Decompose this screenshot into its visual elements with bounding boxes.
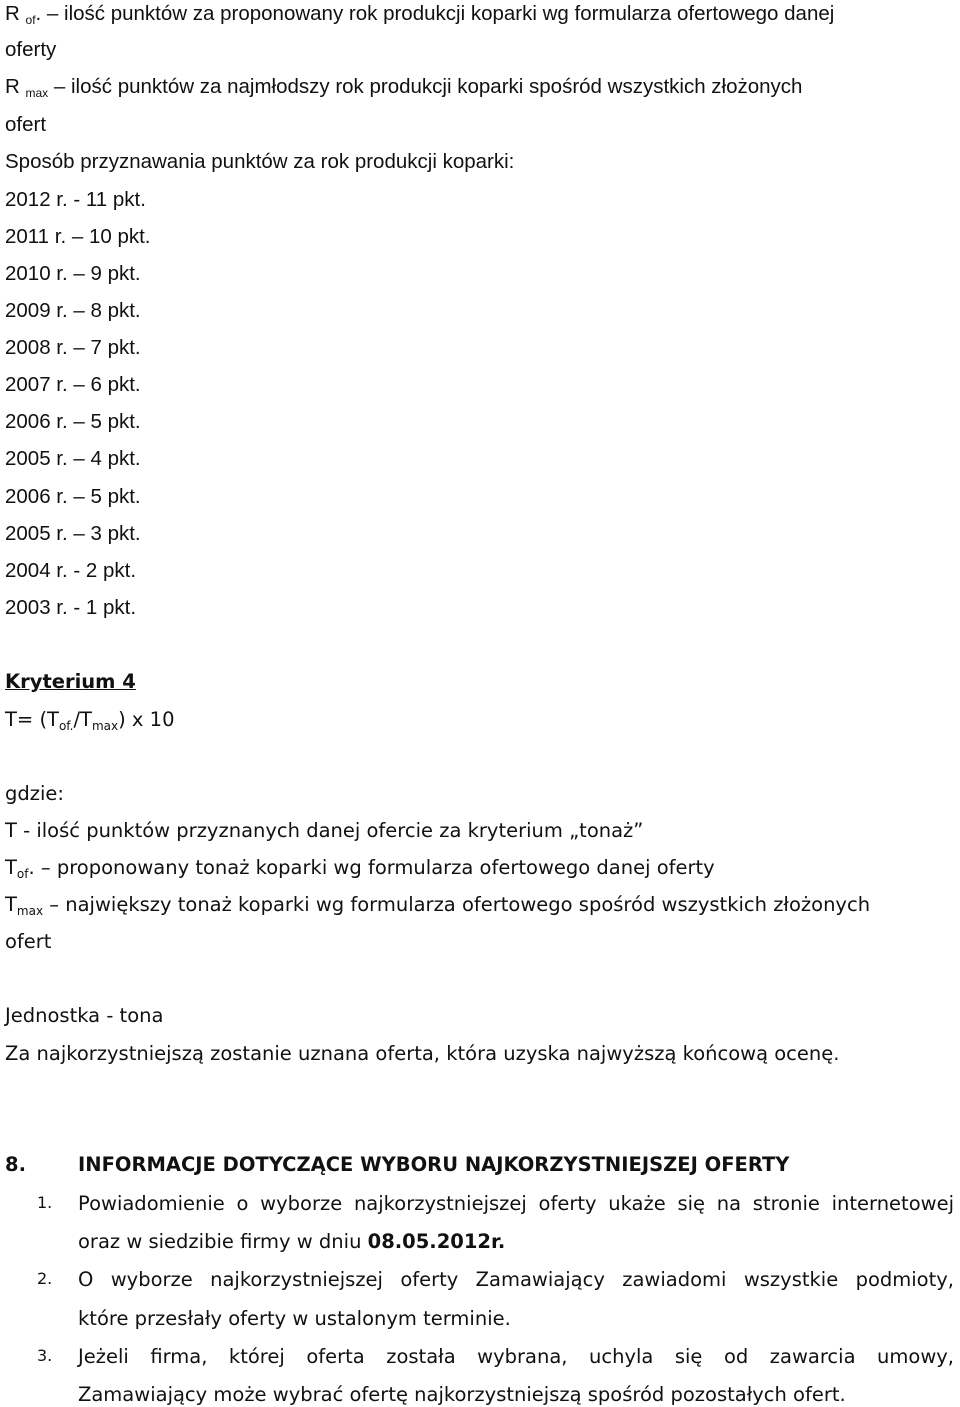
list-item-3-line1: Jeżeli firma, której oferta została wybrana, uchyla się od zawarcia umowy,	[78, 1345, 954, 1368]
section-8-number: 8.	[5, 1153, 26, 1176]
list-item-number: 3.	[37, 1346, 53, 1365]
list-item-3-line2: Zamawiający może wybrać ofertę najkorzystniejszą spośród pozostałych ofert.	[78, 1383, 846, 1406]
formula-subscript-max: max	[91, 719, 119, 733]
section-8-title: INFORMACJE DOTYCZĄCE WYBORU NAJKORZYSTNIEJSZEJ OFERTY	[78, 1153, 790, 1176]
t-of-symbol: T	[5, 856, 17, 879]
formula-part: /T	[73, 708, 92, 731]
r-max-description: – ilość punktów za najmłodszy rok produkcji koparki spośród wszystkich złożonych	[53, 75, 803, 98]
r-of-definition	[5, 2, 834, 28]
formula-part: T= (T	[5, 708, 59, 731]
notification-date: 08.05.2012r.	[367, 1230, 506, 1253]
year-score-item: 2003 r. - 1 pkt.	[5, 596, 137, 619]
year-score-item: 2008 r. – 7 pkt.	[5, 336, 141, 359]
year-score-item: 2006 r. – 5 pkt.	[5, 485, 141, 508]
list-item-2-line1: O wyborze najkorzystniejszej oferty Zamawiający zawiadomi wszystkie podmioty,	[78, 1268, 954, 1291]
t-max-description: – największy tonaż koparki wg formularza ofertowego spośród wszystkich złożonych	[43, 893, 871, 916]
where-label: gdzie:	[5, 782, 64, 805]
r-max-definition	[5, 75, 802, 101]
r-of-subscript: of	[25, 13, 36, 27]
list-item-number: 2.	[37, 1269, 53, 1288]
t-definition: T - ilość punktów przyznanych danej ofercie za kryterium „tonaż”	[5, 819, 644, 842]
criterion-4-heading: Kryterium 4	[5, 670, 136, 693]
year-score-item: 2005 r. – 3 pkt.	[5, 522, 141, 545]
list-item-1-line1: Powiadomienie o wyborze najkorzystniejszej oferty ukaże się na stronie internetowej	[78, 1192, 954, 1215]
unit-line: Jednostka - tona	[5, 1004, 164, 1027]
t-of-description: . – proponowany tonaż koparki wg formularza ofertowego danej oferty	[28, 856, 715, 879]
year-score-item: 2012 r. - 11 pkt.	[5, 188, 146, 211]
year-score-item: 2004 r. - 2 pkt.	[5, 559, 137, 582]
formula-subscript-of: of.	[58, 719, 74, 733]
t-of-definition	[5, 856, 715, 882]
t-max-definition-cont: ofert	[5, 930, 52, 953]
t-max-definition	[5, 893, 870, 919]
t-max-symbol: T	[5, 893, 17, 916]
r-of-description: . – ilość punktów za proponowany rok produkcji koparki wg formularza ofertowego danej	[35, 2, 835, 25]
list-item-text: oraz w siedzibie firmy w dniu	[78, 1230, 368, 1253]
list-item-number: 1.	[37, 1193, 53, 1212]
year-score-item: 2005 r. – 4 pkt.	[5, 447, 141, 470]
year-score-item: 2009 r. – 8 pkt.	[5, 299, 141, 322]
r-max-definition-cont: ofert	[5, 113, 47, 136]
r-of-symbol: R	[5, 2, 20, 25]
r-max-symbol: R	[5, 75, 20, 98]
t-max-subscript: max	[16, 904, 44, 918]
t-of-subscript: of	[16, 867, 29, 881]
r-of-definition-cont: oferty	[5, 38, 57, 61]
best-offer-rule: Za najkorzystniejszą zostanie uznana oferta, która uzyska najwyższą końcową ocenę.	[5, 1042, 840, 1065]
year-score-item: 2010 r. – 9 pkt.	[5, 262, 141, 285]
year-score-item: 2011 r. – 10 pkt.	[5, 225, 151, 248]
list-item-2-line2: które przesłały oferty w ustalonym terminie.	[78, 1307, 511, 1330]
year-score-item: 2007 r. – 6 pkt.	[5, 373, 141, 396]
method-title: Sposób przyznawania punktów za rok produkcji koparki:	[5, 150, 515, 173]
year-score-item: 2006 r. – 5 pkt.	[5, 410, 141, 433]
list-item-1-line2	[78, 1230, 954, 1254]
formula-part: ) x 10	[118, 708, 175, 731]
r-max-subscript: max	[25, 86, 49, 100]
criterion-4-formula	[5, 708, 174, 734]
